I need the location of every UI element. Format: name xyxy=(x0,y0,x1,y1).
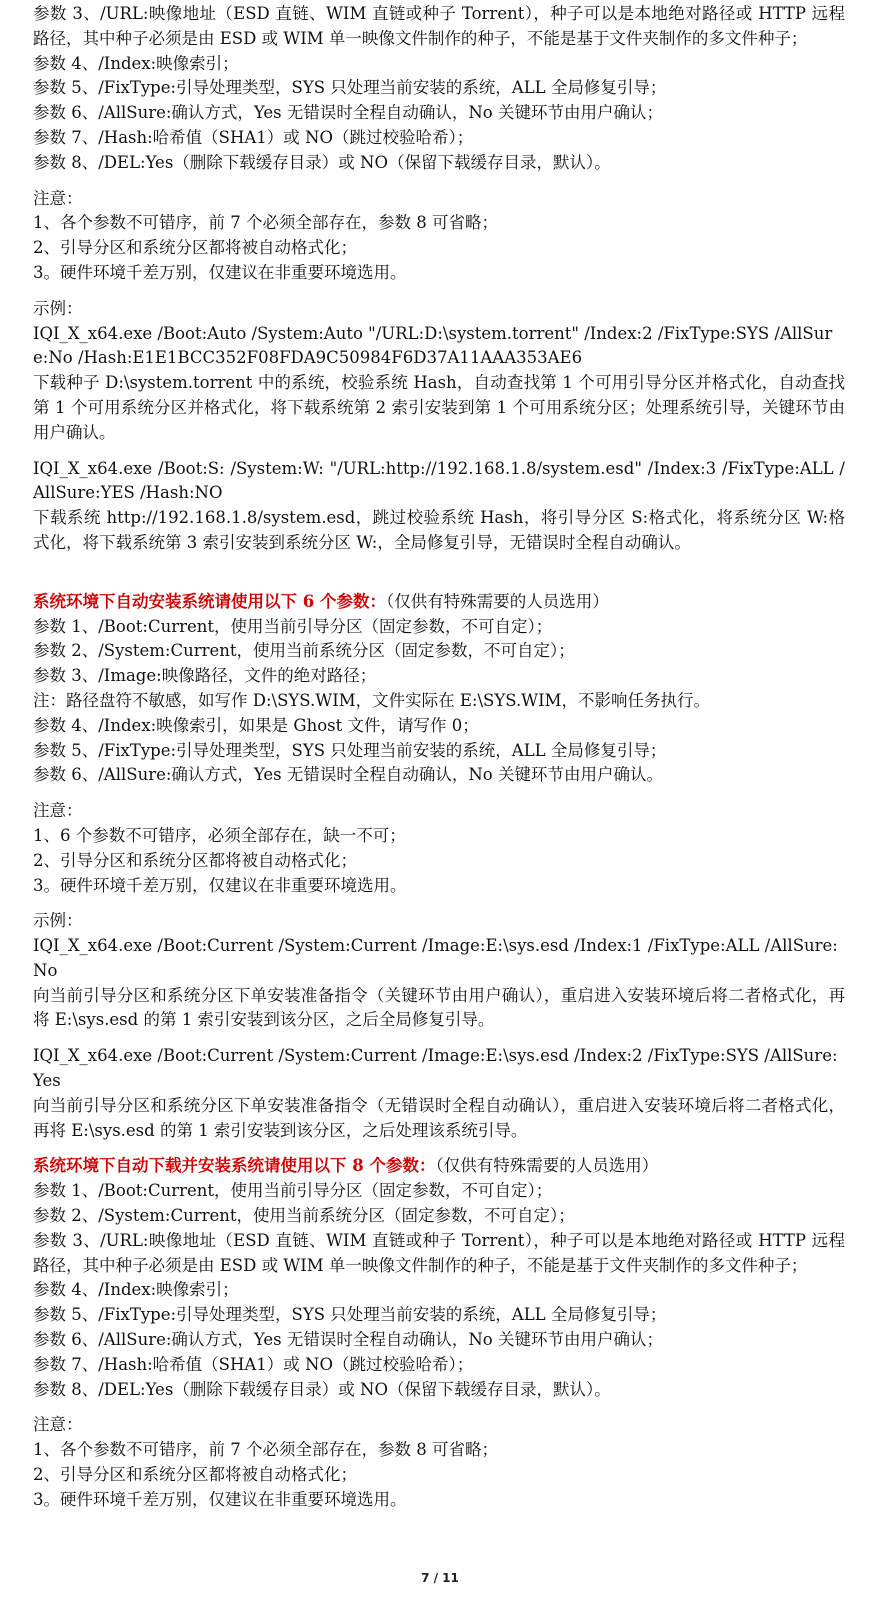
param-item: 参数 4、/Index:映像索引； xyxy=(33,1280,239,1300)
note-item: 1、各个参数不可错序，前 7 个必须全部存在，参数 8 可省略； xyxy=(33,213,498,233)
notes-title: 注意： xyxy=(33,801,83,821)
param-item: 参数 4、/Index:映像索引； xyxy=(33,53,239,73)
param-list xyxy=(33,2,845,176)
note-item: 3。硬件环境千差万别，仅建议在非重要环境选用。 xyxy=(33,1489,407,1509)
note-item: 2、引导分区和系统分区都将被自动格式化； xyxy=(33,850,357,870)
param-item: 参数 1、/Boot:Current，使用当前引导分区（固定参数，不可自定）； xyxy=(33,616,553,636)
section-heading-note: （仅供有特殊需要的人员选用） xyxy=(385,591,609,611)
example-description: 向当前引导分区和系统分区下单安装准备指令（无错误时全程自动确认），重启进入安装环境后将二者格式化，再将 E:\sys.esd 的第 1 索引安装到该分区，之后处理该系统引导。 xyxy=(33,1095,845,1140)
examples-title: 示例： xyxy=(33,298,83,318)
notes-title: 注意： xyxy=(33,1415,83,1435)
param-item: 参数 6、/AllSure:确认方式，Yes 无错误时全程自动确认，No 关键环节由用户确认； xyxy=(33,1330,663,1350)
note-item: 3。硬件环境千差万别，仅建议在非重要环境选用。 xyxy=(33,262,407,282)
param-item: 注：路径盘符不敏感，如写作 D:\SYS.WIM，文件实际在 E:\SYS.WIM，不影响任务执行。 xyxy=(33,690,711,710)
param-item: 参数 8、/DEL:Yes（删除下载缓存目录）或 NO（保留下载缓存目录，默认）。 xyxy=(33,152,611,172)
note-item: 1、各个参数不可错序，前 7 个必须全部存在，参数 8 可省略； xyxy=(33,1440,498,1460)
notes-section xyxy=(33,187,845,286)
param-item: 参数 7、/Hash:哈希值（SHA1）或 NO（跳过校验哈希）； xyxy=(33,127,474,147)
param-item: 参数 4、/Index:映像索引，如果是 Ghost 文件，请写作 0； xyxy=(33,715,479,735)
param-item: 参数 7、/Hash:哈希值（SHA1）或 NO（跳过校验哈希）； xyxy=(33,1354,474,1374)
example-description: 向当前引导分区和系统分区下单安装准备指令（关键环节由用户确认），重启进入安装环境后将二者格式化，再将 E:\sys.esd 的第 1 索引安装到该分区，之后全局修复引导。 xyxy=(33,985,845,1030)
param-item: 参数 2、/System:Current，使用当前系统分区（固定参数，不可自定）； xyxy=(33,1206,575,1226)
example-command: IQI_X_x64.exe /Boot:Current /System:Current /Image:E:\sys.esd /Index:2 /FixType:SYS /AllSure:Yes xyxy=(33,1046,838,1091)
example-command: IQI_X_x64.exe /Boot:S: /System:W: "/URL:http://192.168.1.8/system.esd" /Index:3 /FixType:ALL /AllSure:YES /Hash:NO xyxy=(33,458,845,503)
note-item: 1、6 个参数不可错序，必须全部存在，缺一不可； xyxy=(33,825,406,845)
notes-section xyxy=(33,1413,845,1512)
document-page xyxy=(33,2,845,1513)
page-number: 7 / 11 xyxy=(421,1571,459,1585)
param-list xyxy=(33,615,845,789)
examples-section xyxy=(33,909,845,1143)
examples-title: 示例： xyxy=(33,911,83,931)
param-item: 参数 6、/AllSure:确认方式，Yes 无错误时全程自动确认，No 关键环节由用户确认； xyxy=(33,103,663,123)
section-heading-title: 系统环境下自动下载并安装系统请使用以下 8 个参数： xyxy=(33,1156,436,1176)
section-heading xyxy=(33,590,845,615)
note-item: 2、引导分区和系统分区都将被自动格式化； xyxy=(33,1465,357,1485)
param-item: 参数 5、/FixType:引导处理类型，SYS 只处理当前安装的系统，ALL 全局修复引导； xyxy=(33,1305,667,1325)
note-item: 2、引导分区和系统分区都将被自动格式化； xyxy=(33,238,357,258)
param-item: 参数 3、/URL:映像地址（ESD 直链、WIM 直链或种子 Torrent），种子可以是本地绝对路径或 HTTP 远程路径，其中种子必须是由 ESD 或 WIM 单一映像文件制作的种子，不能是基于文件夹制作的多文件种子； xyxy=(33,4,845,48)
param-item: 参数 1、/Boot:Current，使用当前引导分区（固定参数，不可自定）； xyxy=(33,1181,553,1201)
param-item: 参数 2、/System:Current，使用当前系统分区（固定参数，不可自定）； xyxy=(33,641,575,661)
example-command: IQI_X_x64.exe /Boot:Auto /System:Auto "/URL:D:\system.torrent" /Index:2 /FixType:SYS /AllSure:No /Hash:E1E1BCC352F08FDA9C50984F6D37A11AAA353AE6 xyxy=(33,323,833,368)
param-item: 参数 3、/Image:映像路径，文件的绝对路径； xyxy=(33,666,377,686)
param-list xyxy=(33,1179,845,1402)
section-heading-note: （仅供有特殊需要的人员选用） xyxy=(435,1156,659,1176)
example-command: IQI_X_x64.exe /Boot:Current /System:Current /Image:E:\sys.esd /Index:1 /FixType:ALL /AllSure:No xyxy=(33,936,838,980)
example-description: 下载种子 D:\system.torrent 中的系统，校验系统 Hash，自动查找第 1 个可用引导分区并格式化，自动查找第 1 个可用系统分区并格式化，将下载系统第 2 索引安装到第 1 个可用系统分区；处理系统引导，关键环节由用户确认。 xyxy=(33,373,845,442)
param-item: 参数 5、/FixType:引导处理类型，SYS 只处理当前安装的系统，ALL 全局修复引导； xyxy=(33,740,667,760)
param-item: 参数 3、/URL:映像地址（ESD 直链、WIM 直链或种子 Torrent），种子可以是本地绝对路径或 HTTP 远程路径，其中种子必须是由 ESD 或 WIM 单一映像文件制作的种子，不能是基于文件夹制作的多文件种子； xyxy=(33,1230,845,1275)
section-heading-title: 系统环境下自动安装系统请使用以下 6 个参数： xyxy=(33,591,386,611)
notes-section xyxy=(33,799,845,898)
example-description: 下载系统 http://192.168.1.8/system.esd，跳过校验系统 Hash，将引导分区 S:格式化，将系统分区 W:格式化，将下载系统第 3 索引安装到系统分区 W:，全局修复引导，无错误时全程自动确认。 xyxy=(33,508,845,552)
examples-section xyxy=(33,297,845,556)
param-item: 参数 6、/AllSure:确认方式，Yes 无错误时全程自动确认，No 关键环节由用户确认。 xyxy=(33,765,663,785)
param-item: 参数 8、/DEL:Yes（删除下载缓存目录）或 NO（保留下载缓存目录，默认）。 xyxy=(33,1379,611,1399)
section-heading xyxy=(33,1154,845,1179)
note-item: 3。硬件环境千差万别，仅建议在非重要环境选用。 xyxy=(33,875,407,895)
param-item: 参数 5、/FixType:引导处理类型，SYS 只处理当前安装的系统，ALL 全局修复引导； xyxy=(33,78,667,98)
notes-title: 注意： xyxy=(33,188,83,208)
